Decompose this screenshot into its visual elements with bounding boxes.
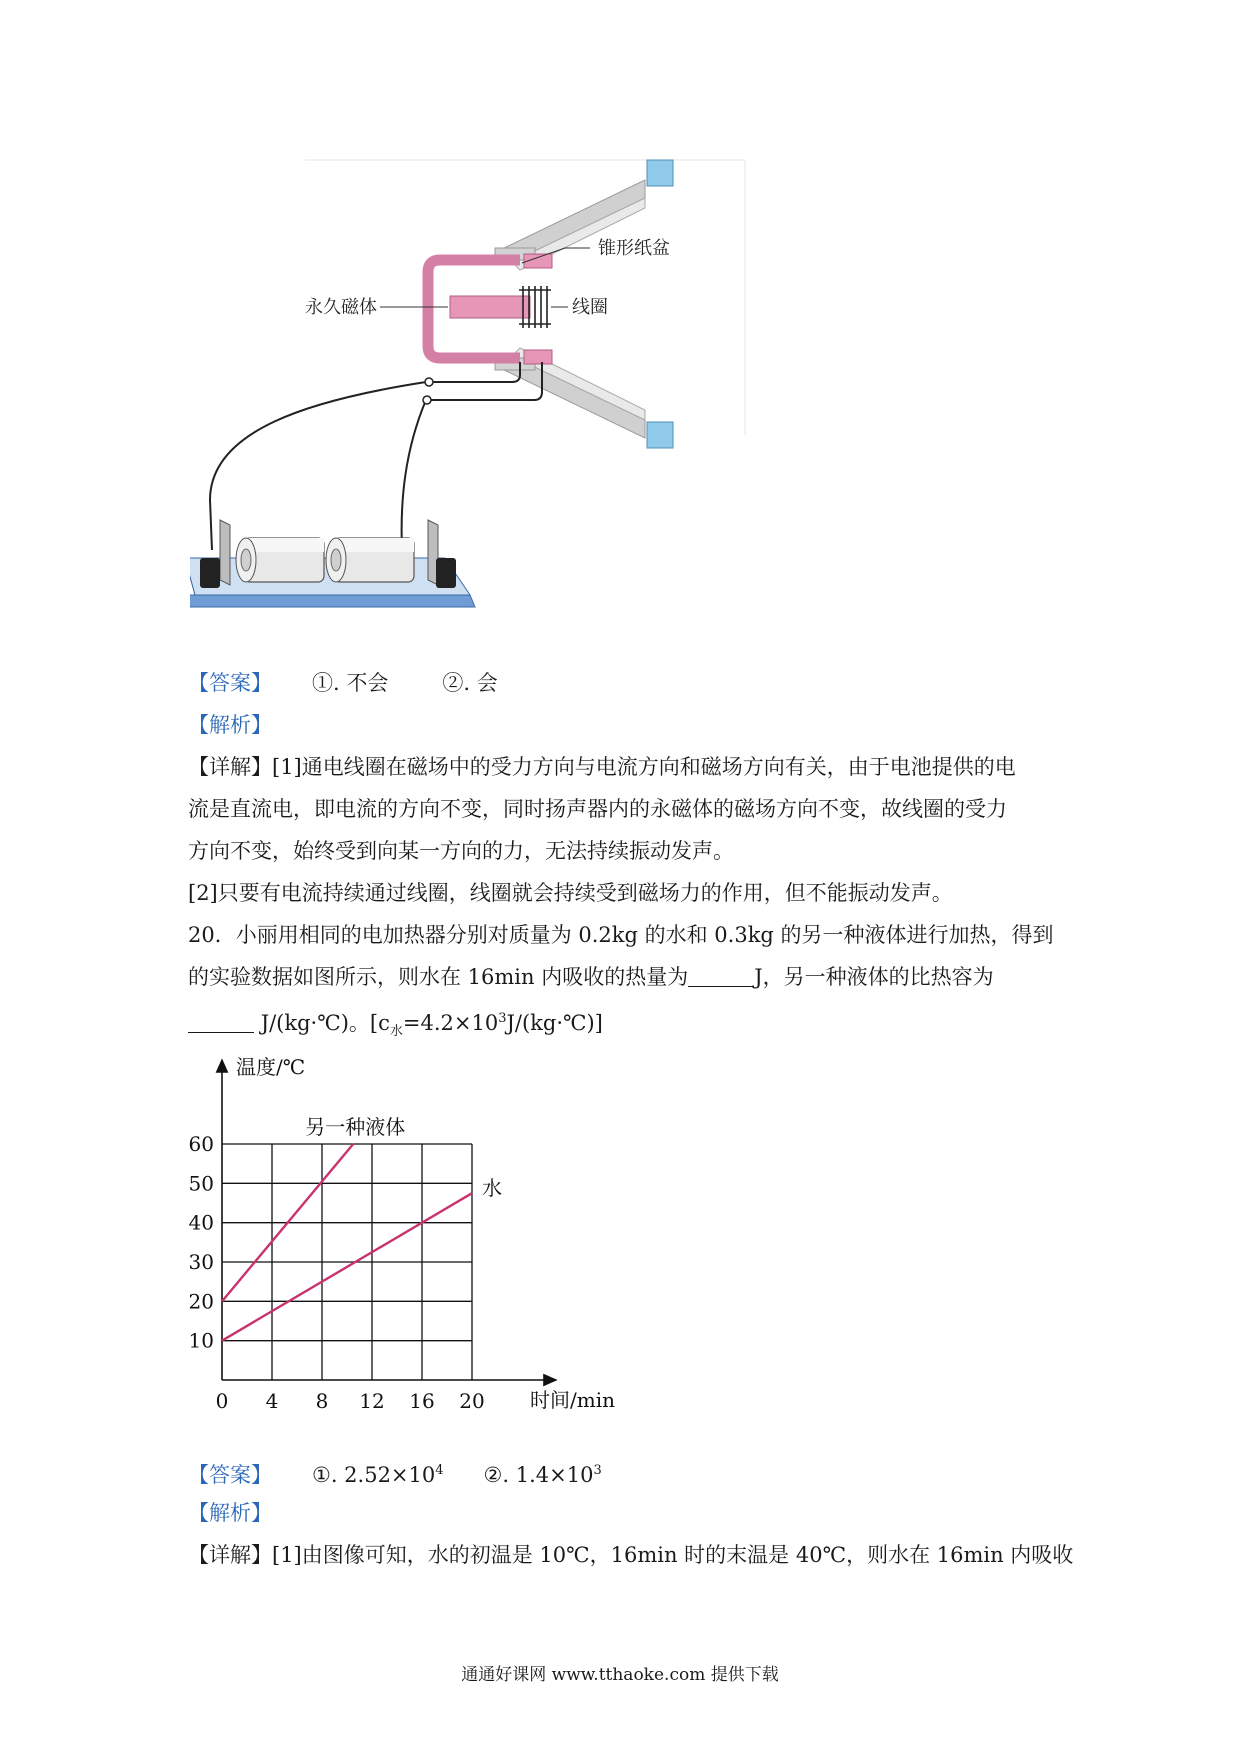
q19-answer [188,668,498,698]
x-axis-label: 时间/min [530,1388,615,1410]
magnet-label: 永久磁体 [305,297,377,318]
q19-detail-line-2: 流是直流电，即电流的方向不变，同时扬声器内的永磁体的磁场方向不变，故线圈的受力 [188,797,1007,821]
q19-analysis-tag [188,710,272,740]
detail-tag: 【详解】 [188,1543,272,1567]
q19-detail-line-1 [188,752,1016,782]
detail-text: [1]通电线圈在磁场中的受力方向与电流方向和磁场方向有关，由于电池提供的电 [272,755,1016,779]
water-subscript: 水 [389,1024,403,1040]
answer-2-exponent: 3 [593,1463,602,1478]
battery-2 [326,538,414,582]
detail-text: [1]由图像可知，水的初温是 10℃，16min 时的末温是 40℃，则水在 16min 内吸收 [272,1543,1074,1567]
x-tick-label: 12 [359,1389,385,1410]
cone-label: 锥形纸盆 [598,238,670,259]
answer-2: ②. 会 [442,671,498,695]
y-axis-label: 温度/℃ [236,1055,306,1079]
q20-line-3-text-a: J/(kg·℃)。[c [260,1011,390,1035]
series-line-1 [222,1193,472,1341]
detail-tag: 【详解】 [188,755,272,779]
x-tick-label: 0 [215,1389,229,1410]
answer-1: ①. 2.52×10 [312,1463,436,1487]
q20-line-3-text-c: J/(kg·℃)] [506,1011,603,1035]
x-tick-label: 16 [409,1389,435,1410]
wires [210,362,542,550]
q20-analysis-tag [188,1498,272,1528]
coil-label: 线圈 [572,297,608,318]
q20-detail-line-1 [188,1540,1073,1570]
series-label-0: 另一种液体 [305,1115,406,1139]
q20-line-2-text-b: J，另一种液体的比热容为 [754,965,994,989]
speaker-cone-diagram [305,160,745,448]
q20-line-1: 20．小丽用相同的电加热器分别对质量为 0.2kg 的水和 0.3kg 的另一种液体进行加热，得到 [188,923,1054,947]
answer-1-exponent: 4 [435,1463,444,1478]
exponent: 3 [498,1011,507,1026]
q19-detail-line-3: 方向不变，始终受到向某一方向的力，无法持续振动发声。 [188,839,734,863]
battery-holder [190,520,475,607]
q20-line-2-text-a: 的实验数据如图所示，则水在 16min 内吸收的热量为 [188,965,689,989]
tick-labels [189,1132,485,1410]
y-tick-label: 50 [188,1171,214,1196]
q20-line-2 [188,962,994,992]
answer-blank-1 [688,966,754,987]
page-footer: 通通好课网 www.tthaoke.com 提供下载 [461,1665,779,1685]
answer-blank-2 [188,1012,254,1033]
q20-line-3 [188,1004,603,1047]
y-tick-label: 20 [188,1289,214,1314]
q19-detail-line-4: [2]只要有电流持续通过线圈，线圈就会持续受到磁场力的作用，但不能振动发声。 [188,881,953,905]
series-label-1: 水 [482,1176,502,1201]
x-tick-label: 20 [459,1389,485,1410]
answer-tag: 【答案】 [188,671,272,695]
battery-1 [236,538,324,582]
y-tick-label: 40 [188,1210,214,1235]
analysis-tag: 【解析】 [188,713,272,737]
temperature-time-chart [180,1048,640,1410]
q20-answer [188,1456,602,1490]
analysis-tag: 【解析】 [188,1501,272,1525]
answer-2: ②. 1.4×10 [483,1463,594,1487]
speaker-figure [190,150,770,620]
y-tick-label: 30 [188,1250,214,1274]
chart-grid [222,1144,472,1380]
y-tick-label: 10 [188,1328,214,1353]
answer-1: ①. 不会 [312,671,389,695]
answer-tag: 【答案】 [188,1463,272,1487]
y-tick-label: 60 [188,1132,214,1156]
x-tick-label: 4 [265,1389,279,1410]
x-tick-label: 8 [315,1389,329,1410]
chart-series [222,1115,502,1341]
q20-line-3-text-b: =4.2×10 [402,1011,499,1035]
